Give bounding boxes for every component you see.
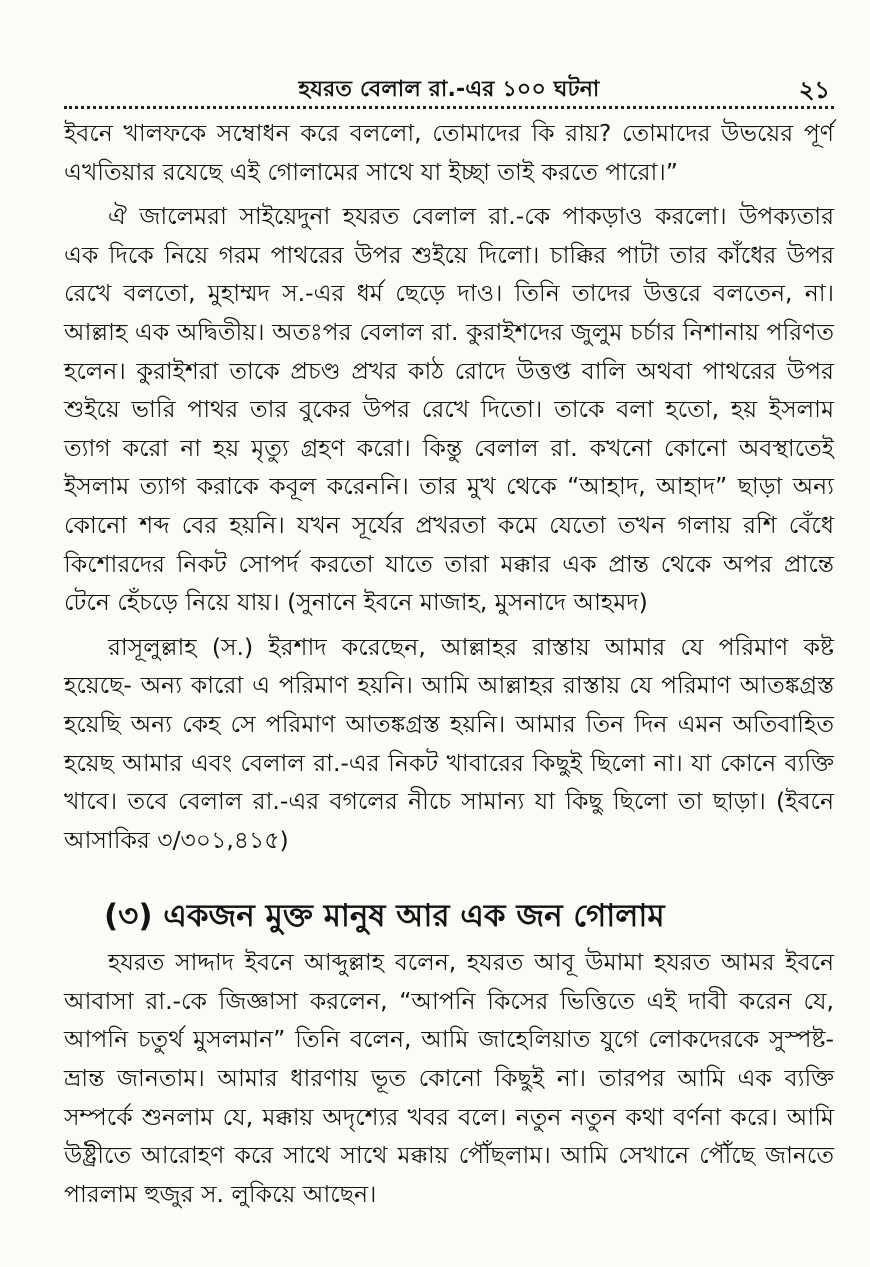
section-heading: (৩) একজন মুক্ত মানুষ আর এক জন গোলাম: [104, 898, 665, 935]
paragraph-continuation: ইবনে খালফকে সম্বোধন করে বললো, তোমাদের কি রায়? তোমাদের উভয়ের পূর্ণ এখতিয়ার রযেছে এই গোলামের সাথে যা ইচ্ছা তাই করতে পারো।”: [64, 119, 834, 186]
running-header: [64, 72, 834, 106]
page-number: ২১: [798, 76, 830, 104]
paragraph: হযরত সাদ্দাদ ইবনে আব্দুল্লাহ বলেন, হযরত আবূ উমামা হযরত আমর ইবনে আবাসা রা.-কে জিজ্ঞাসা করলেন, “আপনি কিসের ভিত্তিতে এই দাবী করেন যে, আপনি চতুর্থ মুসলমান” তিনি বলেন, আমি জাহেলিয়াত যুগে লোকদেরকে সুস্পষ্ট-ভ্রান্ত জানতাম। আমার ধারণায় ভূত কোনো কিছুই না। তারপর আমি এক ব্যক্তি সম্পর্কে শুনলাম যে, মক্কায় অদৃশ্যের খবর বলে। নতুন নতুন কথা বর্ণনা করে। আমি উষ্ট্রীতে আরোহণ করে সাথে সাথে মক্কায় পৌঁছলাম। আমি সেখানে পৌঁছে জানতে পারলাম হুজুর স. লুকিয়ে আছেন।: [64, 948, 834, 1208]
header-dotted-rule: [64, 106, 834, 109]
paragraph: ঐ জালেমরা সাইয়েদুনা হযরত বেলাল রা.-কে পাকড়াও করলো। উপক্যতার এক দিকে নিয়ে গরম পাথরের উপর শুইয়ে দিলো। চাক্কির পাটা তার কাঁধের উপর রেখে বলতো, মুহাম্মদ স.-এর ধর্ম ছেড়ে দাও। তিনি তাদের উত্তরে বলতেন, না। আল্লাহ এক অদ্বিতীয়। অতঃপর বেলাল রা. কুরাইশদের জুলুম চর্চার নিশানায় পরিণত হলেন। কুরাইশরা তাকে প্রচণ্ড প্রখর কাঠ রোদে উত্তপ্ত বালি অথবা পাথরের উপর শুইয়ে ভারি পাথর তার বুকের উপর রেখে দিতো। তাকে বলা হতো, হয় ইসলাম ত্যাগ করো না হয় মৃত্যু গ্রহণ করো। কিন্তু বেলাল রা. কখনো কোনো অবস্থাতেই ইসলাম ত্যাগ করাকে কবূল করেননি। তার মুখ থেকে “আহাদ, আহাদ” ছাড়া অন্য কোনো শব্দ বের হয়নি। যখন সূর্যের প্রখরতা কমে যেতো তখন গলায় রশি বেঁধে কিশোরদের নিকট সোপর্দ করতো যাতে তারা মক্কার এক প্রান্ত থেকে অপর প্রান্তে টেনে হেঁচড়ে নিয়ে যায়। (সুনানে ইবনে মাজাহ, মুসনাদে আহমদ): [64, 202, 834, 617]
page-body: [64, 114, 834, 1213]
running-title: হযরত বেলাল রা.-এর ১০০ ঘটনা: [298, 77, 600, 102]
paragraph: রাসূলুল্লাহ (স.) ইরশাদ করেছেন, আল্লাহর রাস্তায় আমার যে পরিমাণ কষ্ট হয়েছে- অন্য কারো এ পরিমাণ হয়নি। আমি আল্লাহর রাস্তায় যে পরিমাণ আতঙ্কগ্রস্ত হয়েছি অন্য কেহ সে পরিমাণ আতঙ্কগ্রস্ত হয়নি। আমার তিন দিন এমন অতিবাহিত হয়েছ আমার এবং বেলাল রা.-এর নিকট খাবারের কিছুই ছিলো না। যা কোনে ব্যক্তি খাবে। তবে বেলাল রা.-এর বগলের নীচে সামান্য যা কিছু ছিলো তা ছাড়া। (ইবনে আসাকির ৩/৩০১,৪১৫): [64, 632, 834, 854]
